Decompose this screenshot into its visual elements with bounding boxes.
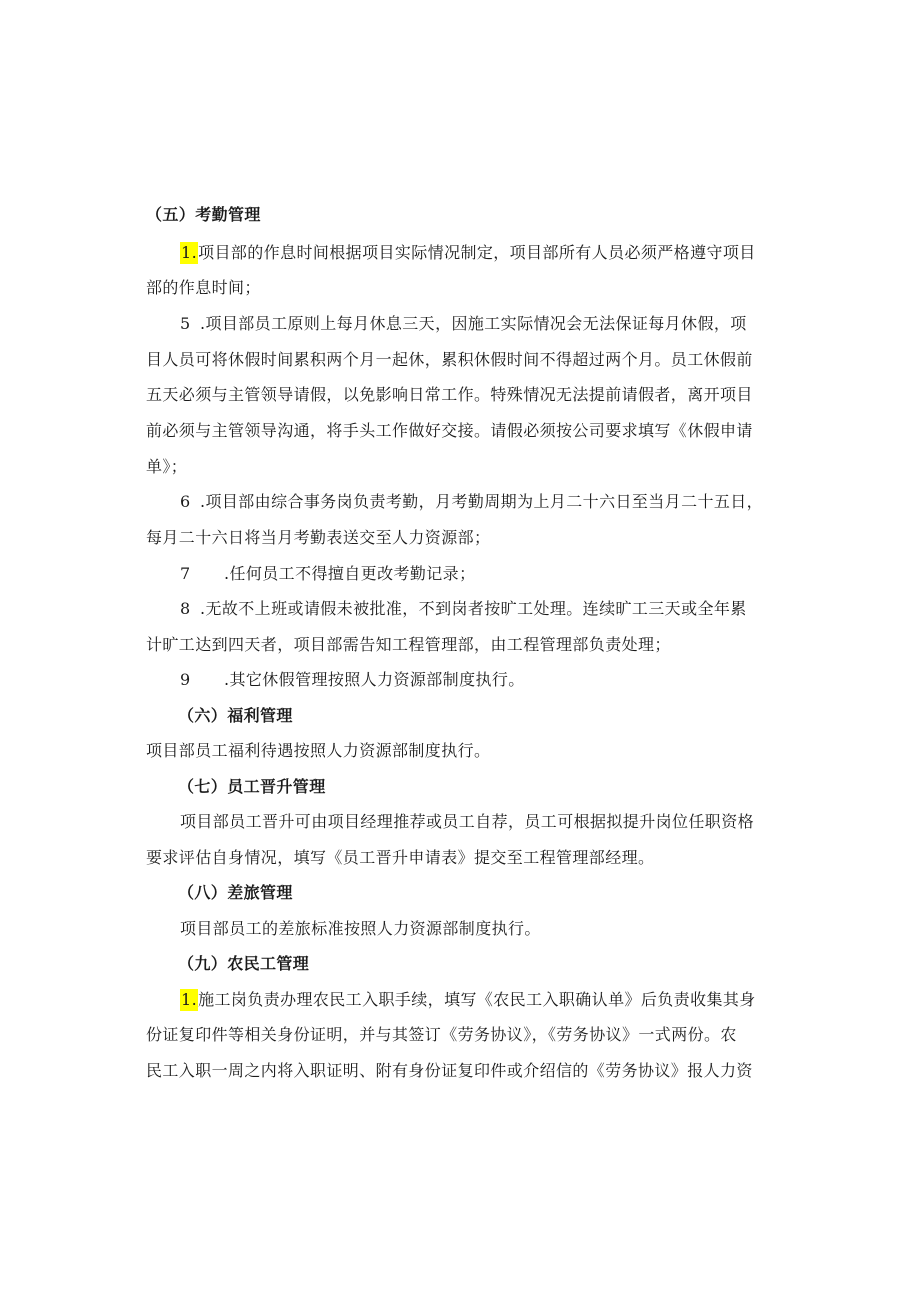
paragraph-text: .任何员工不得擅自更改考勤记录； [224, 564, 476, 583]
paragraph-text: .其它休假管理按照人力资源部制度执行。 [224, 670, 525, 689]
paragraph-line [180, 242, 756, 264]
item-number: 6 [180, 492, 191, 511]
paragraph-line: 项目部员工福利待遇按照人力资源部制度执行。 [146, 741, 491, 760]
section-heading-promotion: （七）员工晋升管理 [178, 777, 326, 796]
highlighted-number: 1. [181, 243, 198, 262]
item-number: 5 [180, 314, 191, 333]
paragraph-line [180, 669, 525, 691]
paragraph-line [180, 989, 756, 1011]
paragraph-line [180, 313, 747, 335]
paragraph-line: 项目部员工晋升可由项目经理推荐或员工自荐，员工可根据拟提升岗位任职资格 [180, 812, 755, 831]
item-number: 7 [180, 564, 191, 583]
paragraph-line: 民工入职一周之内将入职证明、附有身份证复印件或介绍信的《劳务协议》报人力资 [146, 1061, 753, 1080]
paragraph-line [180, 491, 763, 513]
paragraph-line: 前必须与主管领导沟通，将手头工作做好交接。请假必须按公司要求填写《休假申请 [146, 421, 753, 440]
paragraph-text: 施工岗负责办理农民工入职手续，填写《农民工入职确认单》后负责收集其身 [198, 990, 756, 1009]
paragraph-line: 五天必须与主管领导请假，以免影响日常工作。特殊情况无法提前请假者，离开项目 [146, 385, 753, 404]
item-number: 9 [180, 670, 191, 689]
section-heading-welfare: （六）福利管理 [178, 706, 293, 725]
paragraph-line: 要求评估自身情况，填写《员工晋升申请表》提交至工程管理部经理。 [146, 848, 655, 867]
paragraph-text: 项目部的作息时间根据项目实际情况制定，项目部所有人员必须严格遵守项目 [198, 243, 756, 262]
paragraph-line: 计旷工达到四天者，项目部需告知工程管理部，由工程管理部负责处理； [146, 635, 671, 654]
paragraph-line: 份证复印件等相关身份证明，并与其签订《劳务协议》，《劳务协议》一式两份。农 [146, 1025, 737, 1044]
section-heading-travel: （八）差旅管理 [178, 883, 293, 902]
paragraph-text: .项目部员工原则上每月休息三天，因施工实际情况会无法保证每月休假，项 [200, 314, 747, 333]
section-heading-migrant-workers: （九）农民工管理 [178, 954, 310, 973]
item-number: 8 [180, 599, 191, 618]
paragraph-text: .项目部由综合事务岗负责考勤，月考勤周期为上月二十六日至当月二十五日， [200, 492, 764, 511]
paragraph-text: .无故不上班或请假未被批准，不到岗者按旷工处理。连续旷工三天或全年累 [200, 599, 747, 618]
paragraph-line: 项目部员工的差旅标准按照人力资源部制度执行。 [180, 919, 541, 938]
highlighted-number: 1. [181, 990, 198, 1009]
paragraph-line [180, 598, 747, 620]
paragraph-line: 目人员可将休假时间累积两个月一起休，累积休假时间不得超过两个月。员工休假前 [146, 350, 753, 369]
paragraph-line: 每月二十六日将当月考勤表送交至人力资源部； [146, 528, 491, 547]
paragraph-line: 部的作息时间； [146, 278, 261, 297]
paragraph-line: 单》； [146, 457, 188, 476]
paragraph-line [180, 563, 476, 585]
section-heading-attendance: （五）考勤管理 [146, 205, 261, 224]
